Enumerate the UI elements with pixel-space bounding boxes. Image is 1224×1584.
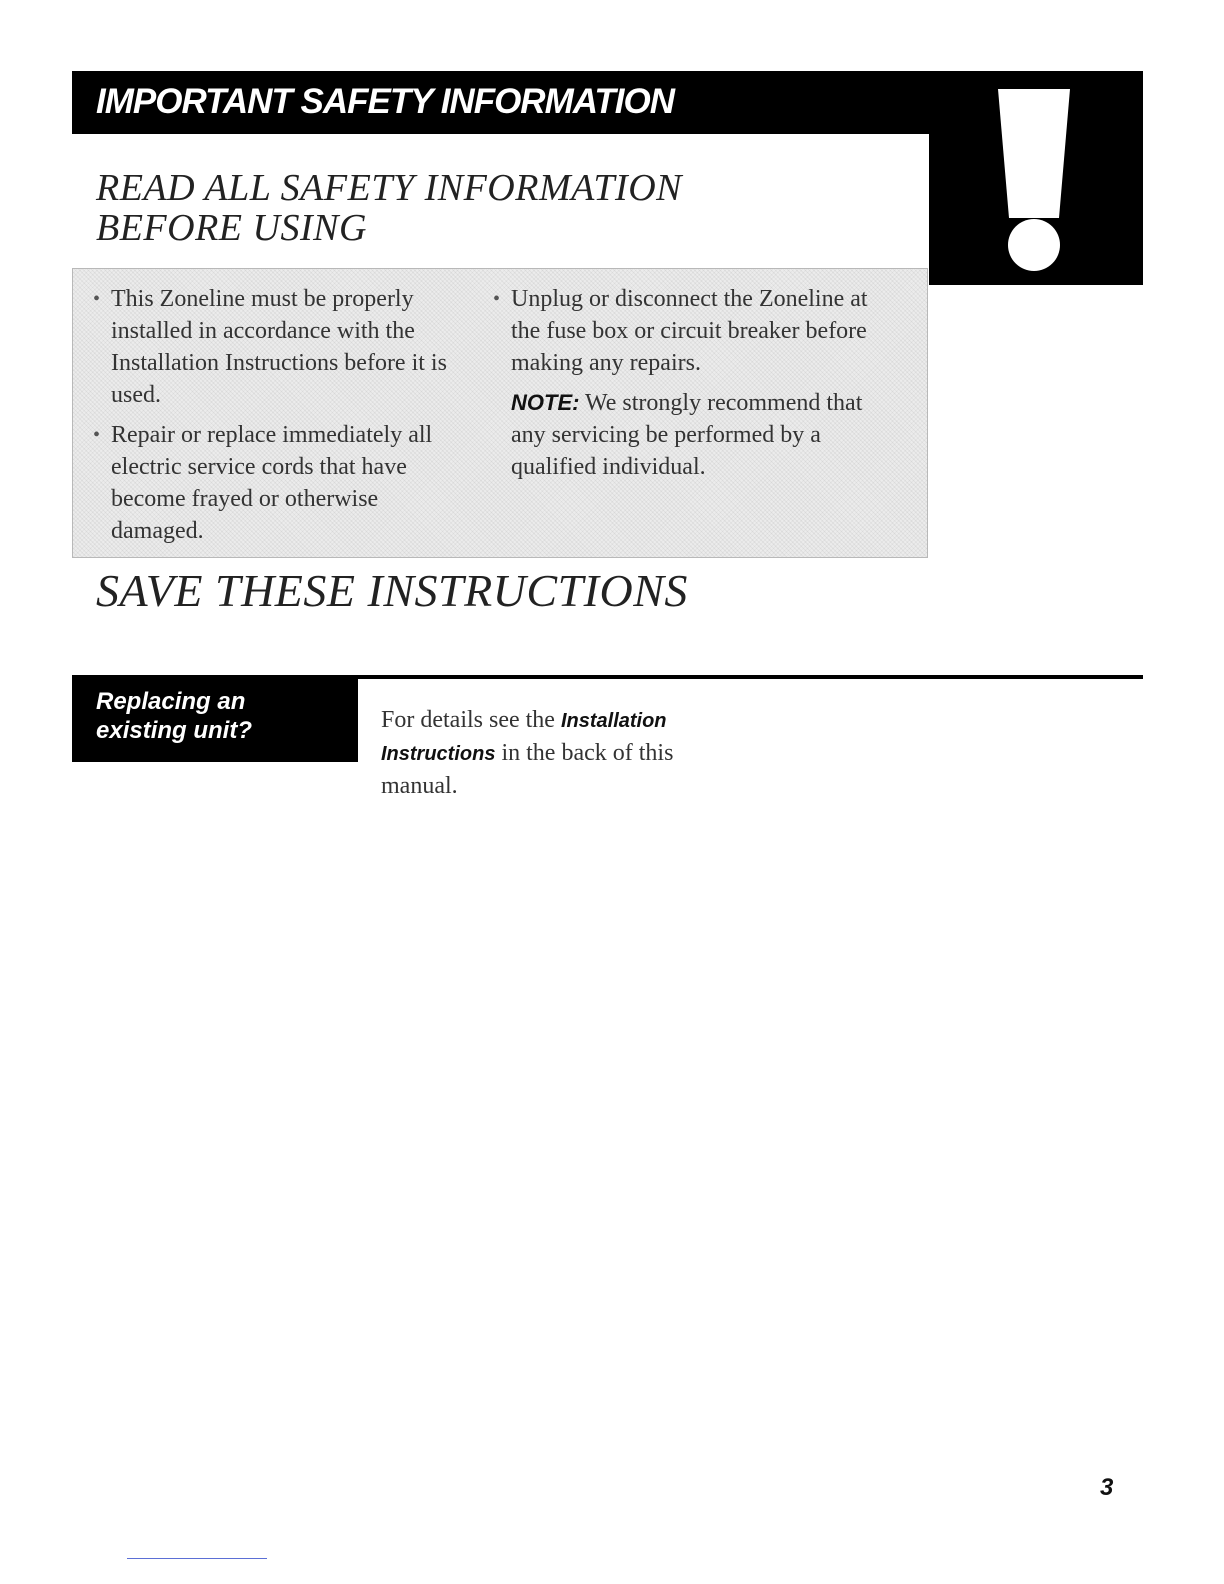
- alert-block: [929, 71, 1143, 285]
- safety-note: [493, 387, 893, 483]
- safety-instructions-box: [72, 268, 928, 558]
- read-heading-line1: READ ALL SAFETY INFORMATION: [96, 167, 682, 209]
- replacing-label-line2: existing unit?: [96, 717, 252, 744]
- read-safety-heading: [96, 168, 682, 248]
- safety-column-left: [93, 283, 463, 555]
- safety-item: [93, 283, 463, 411]
- safety-item-text: Repair or replace immediately all electric service cords that have become frayed or otherwise damaged.: [111, 422, 433, 544]
- bullet-icon: •: [93, 288, 101, 310]
- bullet-icon: •: [493, 288, 501, 310]
- bullet-icon: •: [93, 424, 101, 446]
- note-text: We strongly recommend that any servicing be performed by a qualified individual.: [511, 390, 863, 480]
- replacing-unit-label: [72, 679, 358, 762]
- safety-item: [493, 283, 893, 379]
- replacing-text-after: in the back of this manual.: [381, 740, 674, 799]
- replacing-label-line1: Replacing an: [96, 688, 246, 715]
- replacing-unit-text: [381, 704, 711, 802]
- note-label: NOTE:: [511, 390, 580, 415]
- safety-item: [93, 419, 463, 547]
- installation-instructions-reference: Installation Instructions: [381, 710, 667, 765]
- read-heading-line2: BEFORE USING: [96, 207, 367, 249]
- safety-item-text: This Zoneline must be properly installed in accordance with the Installation Instructions before it is used.: [111, 286, 447, 408]
- footer-line: [127, 1558, 267, 1559]
- save-instructions-heading: SAVE THESE INSTRUCTIONS: [96, 565, 688, 616]
- page-title: IMPORTANT SAFETY INFORMATION: [96, 82, 675, 121]
- replacing-text-before: For details see the: [381, 707, 561, 733]
- page-number: 3: [1100, 1474, 1114, 1501]
- safety-column-right: [493, 283, 893, 483]
- exclamation-icon: [929, 71, 1143, 285]
- safety-item-text: Unplug or disconnect the Zoneline at the fuse box or circuit breaker before making any repairs.: [511, 286, 868, 376]
